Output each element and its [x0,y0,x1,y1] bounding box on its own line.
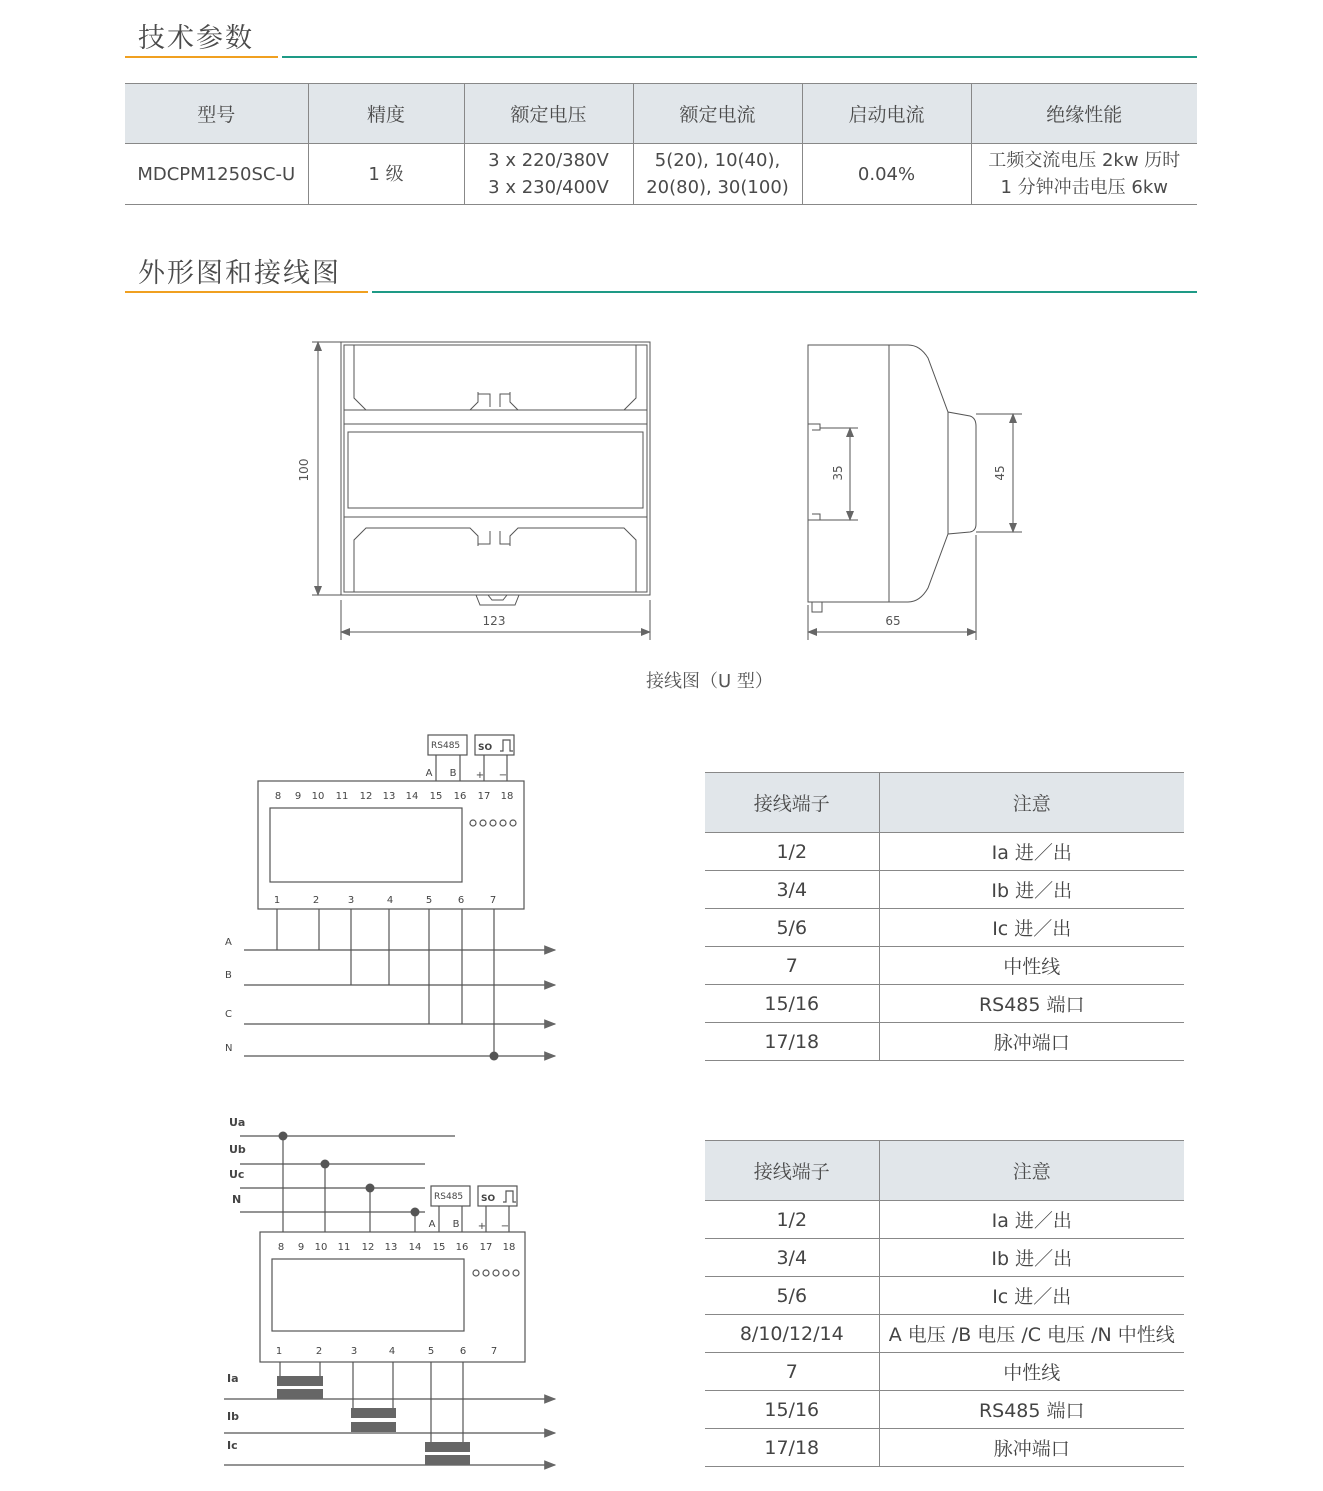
spec-header-accuracy: 精度 [308,84,464,144]
ct-block-b [351,1408,396,1418]
terminal-label: 18 [500,791,514,802]
spec-header-insulation: 绝缘性能 [971,84,1197,144]
d1-top-terminals [275,791,514,802]
front-width-dim: 123 [482,614,506,628]
terminal-label: 10 [314,1242,328,1253]
spec-voltage-line2: 3 x 230/400V [488,177,609,198]
line-label-n: N [232,1193,242,1206]
side-rail-dim: 35 [831,465,845,481]
line-label-ib: Ib [227,1410,239,1423]
terminal-label: 13 [384,1242,398,1253]
junction-dot [366,1184,375,1193]
table-header-row [705,773,1184,833]
d2-pin-a: A [428,1219,436,1230]
terminal-label: 17 [477,791,491,802]
note-cell: 脉冲端口 [879,1429,1184,1467]
note-cell: A 电压 /B 电压 /C 电压 /N 中性线 [879,1315,1184,1353]
terminal-label: 8 [277,1242,285,1253]
table-row [705,1201,1184,1239]
d2-bottom-terminals [276,1346,497,1357]
table-row [705,871,1184,909]
terminal-cell: 15/16 [705,985,879,1023]
wiring-caption: 接线图（U 型） [646,671,773,692]
d1-pin-plus: + [475,770,485,781]
terminal-label: 3 [347,895,355,906]
spec-current-line2: 20(80), 30(100) [646,177,789,198]
terminal-label: 10 [311,791,325,802]
spec-voltage-line1: 3 x 220/380V [488,150,609,171]
d2-pin-b: B [452,1219,460,1230]
terminal-cell: 3/4 [705,871,879,909]
junction-dot [321,1160,330,1169]
line-label-n: N [225,1043,233,1054]
line-label-c: C [225,1009,232,1020]
terminal-label: 6 [459,1346,467,1357]
ct-block-a [277,1389,323,1399]
line-label-ua: Ua [229,1116,246,1129]
side-body-dim: 45 [993,465,1007,481]
note-cell: 中性线 [879,947,1184,985]
d2-pin-minus: − [500,1221,510,1232]
d1-rs485-label: RS485 [431,741,461,751]
spec-start-current: 0.04% [802,144,971,205]
terminal-label: 16 [455,1242,469,1253]
table-row [705,1239,1184,1277]
note-cell: Ib 进／出 [879,1239,1184,1277]
side-view-drawing [808,345,1022,640]
ct-block-c [425,1442,470,1452]
spec-current-line1: 5(20), 10(40), [654,150,781,171]
terminal-label: 11 [335,791,349,802]
d2-pin-plus: + [477,1221,487,1232]
note-cell: Ic 进／出 [879,909,1184,947]
d1-pin-a: A [425,768,433,779]
note-cell: Ia 进／出 [879,833,1184,871]
spec-model: MDCPM1250SC-U [125,144,308,205]
wiring-diagram-1 [244,735,555,1056]
d2-top-terminals [278,1242,516,1253]
table-row [705,1023,1184,1061]
line-label-uc: Uc [229,1168,245,1181]
line-label-b: B [225,970,232,981]
neutral-junction-dot [490,1052,499,1061]
front-height-dim: 100 [297,458,311,482]
table-row [705,1353,1184,1391]
tech-params-title: 技术参数 [138,23,254,54]
terminal-label: 3 [350,1346,358,1357]
terminal-cell: 7 [705,1353,879,1391]
terminal-label: 8 [274,791,282,802]
d1-pin-minus: − [498,770,508,781]
table-row [705,1391,1184,1429]
terminal-label: 11 [337,1242,351,1253]
wiring-table-2 [705,1140,1184,1467]
d1-so-label: SO [478,743,493,753]
spec-insulation-line1: 工频交流电压 2kw 历时 [988,150,1181,171]
terminal-label: 5 [425,895,433,906]
header-terminal: 接线端子 [705,1141,879,1201]
terminal-cell: 8/10/12/14 [705,1315,879,1353]
line-label-ic: Ic [227,1439,238,1452]
ct-block-a [277,1376,323,1386]
note-cell: 中性线 [879,1353,1184,1391]
note-cell: 脉冲端口 [879,1023,1184,1061]
junction-dot [279,1132,288,1141]
spec-header-voltage: 额定电压 [464,84,633,144]
terminal-label: 4 [388,1346,396,1357]
table-row [705,909,1184,947]
header-note: 注意 [879,1141,1184,1201]
terminal-label: 15 [432,1242,446,1253]
note-cell: RS485 端口 [879,1391,1184,1429]
spec-insulation-line2: 1 分钟冲击电压 6kw [1000,177,1168,198]
spec-accuracy: 1 级 [308,144,464,205]
table-row [705,985,1184,1023]
side-depth-dim: 65 [885,614,901,628]
d2-so-label: SO [481,1194,496,1204]
terminal-label: 7 [490,1346,498,1357]
line-label-ub: Ub [229,1143,246,1156]
terminal-cell: 7 [705,947,879,985]
d1-pin-b: B [449,768,457,779]
terminal-label: 9 [297,1242,305,1253]
terminal-label: 7 [489,895,497,906]
terminal-label: 6 [457,895,465,906]
note-cell: Ia 进／出 [879,1201,1184,1239]
table-row [705,1277,1184,1315]
ct-block-b [351,1422,396,1432]
d1-line-labels [225,937,232,1054]
d1-bottom-terminals [274,895,496,906]
terminal-label: 1 [273,895,281,906]
terminal-label: 2 [312,895,320,906]
table-row [705,947,1184,985]
spec-header-start-current: 启动电流 [802,84,971,144]
d2-current-labels [227,1372,239,1452]
note-cell: Ic 进／出 [879,1277,1184,1315]
terminal-cell: 17/18 [705,1023,879,1061]
terminal-label: 15 [429,791,443,802]
header-terminal: 接线端子 [705,773,879,833]
terminal-label: 9 [294,791,302,802]
terminal-cell: 15/16 [705,1391,879,1429]
terminal-label: 16 [453,791,467,802]
terminal-label: 12 [361,1242,375,1253]
line-label-ia: Ia [227,1372,239,1385]
outline-title: 外形图和接线图 [138,258,341,289]
spec-header-model: 型号 [125,84,308,144]
table-header-row [705,1141,1184,1201]
terminal-label: 5 [427,1346,435,1357]
d2-current-transformers [277,1376,470,1465]
terminal-label: 4 [386,895,394,906]
terminal-label: 14 [408,1242,422,1253]
terminal-label: 18 [502,1242,516,1253]
table-row [705,1429,1184,1467]
header-note: 注意 [879,773,1184,833]
ct-block-c [425,1455,470,1465]
d2-rs485-label: RS485 [434,1192,464,1202]
table-row [705,833,1184,871]
terminal-cell: 17/18 [705,1429,879,1467]
note-cell: RS485 端口 [879,985,1184,1023]
line-label-a: A [225,937,232,948]
table-row [705,1315,1184,1353]
terminal-cell: 5/6 [705,909,879,947]
terminal-label: 12 [359,791,373,802]
terminal-label: 17 [479,1242,493,1253]
terminal-label: 2 [315,1346,323,1357]
terminal-label: 14 [405,791,419,802]
d2-voltage-junctions [279,1132,420,1217]
junction-dot [411,1208,420,1217]
terminal-cell: 3/4 [705,1239,879,1277]
note-cell: Ib 进／出 [879,871,1184,909]
terminal-label: 1 [275,1346,283,1357]
terminal-cell: 5/6 [705,1277,879,1315]
terminal-label: 13 [382,791,396,802]
terminal-cell: 1/2 [705,833,879,871]
spec-header-current: 额定电流 [633,84,802,144]
d2-voltage-labels [229,1116,246,1206]
front-view-drawing [312,342,650,640]
terminal-cell: 1/2 [705,1201,879,1239]
wiring-table-1 [705,772,1184,1061]
